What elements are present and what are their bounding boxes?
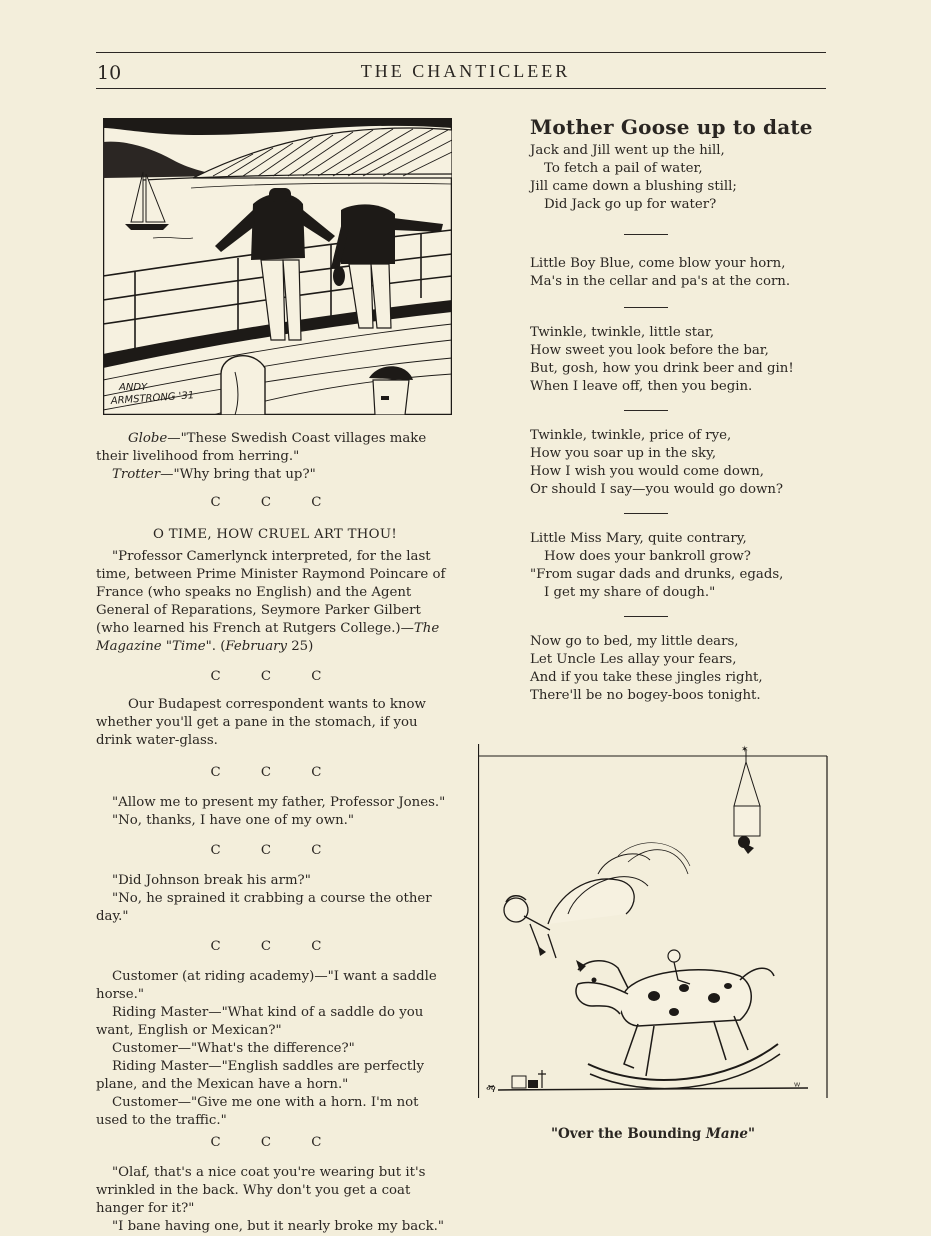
header-bottom-rule [96, 88, 826, 89]
olaf-joke-2: "I bane having one, but it nearly broke my back." [112, 1219, 444, 1234]
horse-cartoon-caption [478, 1126, 828, 1142]
verse-separator [624, 513, 668, 514]
speaker-globe: Globe [128, 431, 168, 446]
running-head: THE CHANTICLEER [360, 61, 571, 81]
verse-line: There'll be no bogey-boos tonight. [530, 688, 761, 703]
caption-mane: Mane [705, 1126, 748, 1142]
verse-separator [624, 307, 668, 308]
verse-line: Ma's in the cellar and pa's at the corn. [530, 274, 791, 289]
verse-line: Jill came down a blushing still; [530, 179, 737, 194]
joke-globe [96, 430, 454, 466]
separator-ccc: C C C [210, 939, 340, 954]
joke-globe-line: —"These Swedish Coast villages make their livelihood from herring." [96, 431, 427, 464]
verse-go-to-bed [530, 633, 830, 705]
saddle-joke-5: Customer—"Give me one with a horn. I'm not used to the traffic." [96, 1095, 419, 1128]
verse-line: To fetch a pail of water, [544, 161, 703, 176]
verse-line: "From sugar dads and drunks, egads, [530, 567, 784, 582]
time-quote-text: "Professor Camerlynck interpreted, for the last time, between Prime Minister Raymond Poincare of France (who speaks no English) and the Agent General of Reparations, Seymore Parker Gilbert (who learned his French at Rutgers College.)— [96, 549, 446, 636]
header-top-rule [96, 52, 826, 53]
saddle-joke-1: Customer (at riding academy)—"I want a saddle horse." [96, 969, 437, 1002]
poem-title: Mother Goose up to date [530, 115, 813, 139]
verse-separator [624, 410, 668, 411]
verse-line: Little Miss Mary, quite contrary, [530, 531, 747, 546]
separator-ccc: C C C [210, 1135, 340, 1150]
verse-line: And if you take these jingles right, [530, 670, 763, 685]
budapest-joke: Our Budapest correspondent wants to know whether you'll get a pane in the stomach, if you drink water-glass. [96, 697, 426, 748]
verse-line: How does your bankroll grow? [544, 549, 751, 564]
svg-text:ፙ: ፙ [486, 1084, 496, 1095]
svg-text:ᵂ: ᵂ [794, 1082, 801, 1093]
verse-line: Jack and Jill went up the hill, [530, 143, 725, 158]
cartoon-signature-bottom: ARMSTRONG '31 [110, 390, 195, 407]
olaf-joke-1: "Olaf, that's a nice coat you're wearing but it's wrinkled in the back. Why don't you get a coat hanger for it?" [96, 1165, 426, 1216]
time-quote [96, 548, 454, 656]
verse-line: Did Jack go up for water? [544, 197, 717, 212]
joke-trotter-line: —"Why bring that up?" [160, 467, 316, 482]
section-heading: O TIME, HOW CRUEL ART THOU! [152, 527, 398, 542]
johnson-joke-line1: "Did Johnson break his arm?" [112, 873, 311, 888]
verse-line: Let Uncle Les allay your fears, [530, 652, 737, 667]
verse-line: How sweet you look before the bar, [530, 343, 769, 358]
separator-ccc: C C C [210, 495, 340, 510]
separator-ccc: C C C [210, 843, 340, 858]
verse-line: I get my share of dough." [544, 585, 716, 600]
verse-line: How you soar up in the sky, [530, 446, 717, 461]
verse-twinkle-rye [530, 427, 830, 499]
time-quote-date-post: 25) [287, 639, 314, 654]
verse-jack-and-jill [530, 142, 830, 214]
verse-line: Or should I say—you would go down? [530, 482, 784, 497]
svg-text:✶: ✶ [741, 745, 749, 755]
johnson-joke-line2: "No, he sprained it crabbing a course the other day." [96, 891, 432, 924]
ship-deck-cartoon [103, 118, 452, 415]
verse-line: When I leave off, then you begin. [530, 379, 753, 394]
verse-separator [624, 234, 668, 235]
verse-line: Twinkle, twinkle, little star, [530, 325, 715, 340]
caption-pre: "Over the Bounding [550, 1126, 706, 1142]
saddle-joke-3: Customer—"What's the difference?" [112, 1041, 355, 1056]
separator-ccc: C C C [210, 765, 340, 780]
separator-ccc: C C C [210, 669, 340, 684]
verse-miss-mary [530, 530, 830, 602]
verse-line: But, gosh, how you drink beer and gin! [530, 361, 794, 376]
verse-line: Twinkle, twinkle, price of rye, [530, 428, 732, 443]
left-column [96, 430, 454, 1236]
saddle-joke-2: Riding Master—"What kind of a saddle do you want, English or Mexican?" [96, 1005, 424, 1038]
time-quote-date-pre: . ( [211, 639, 226, 654]
verse-line: Little Boy Blue, come blow your horn, [530, 256, 786, 271]
rocking-horse-cartoon [478, 744, 828, 1124]
verse-line: How I wish you would come down, [530, 464, 765, 479]
verse-separator [624, 616, 668, 617]
right-column [530, 115, 830, 705]
page-number: 10 [97, 62, 122, 84]
joke-trotter [96, 466, 454, 484]
saddle-joke-4: Riding Master—"English saddles are perfectly plane, and the Mexican have a horn." [96, 1059, 424, 1092]
cartoon-signature-top: ANDY [119, 382, 148, 393]
time-quote-month: February [225, 639, 287, 654]
verse-twinkle-star [530, 324, 830, 396]
allow-joke-line2: "No, thanks, I have one of my own." [112, 813, 354, 828]
caption-post: " [748, 1126, 756, 1142]
time-quote-source: The Magazine "Time" [96, 621, 440, 654]
speaker-trotter: Trotter [112, 467, 161, 482]
verse-little-boy-blue [530, 255, 830, 291]
allow-joke-line1: "Allow me to present my father, Professor Jones." [112, 795, 446, 810]
verse-line: Now go to bed, my little dears, [530, 634, 739, 649]
